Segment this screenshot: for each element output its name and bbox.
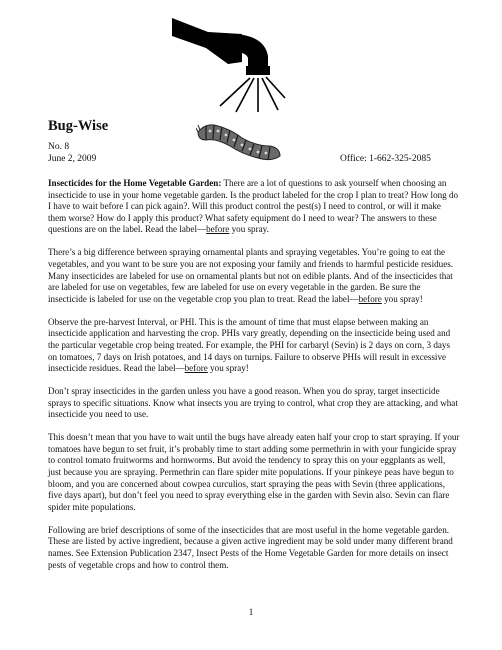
article-body bbox=[48, 178, 460, 583]
paragraph-text-end: you spray. bbox=[229, 224, 269, 235]
newsletter-title: Bug-Wise bbox=[48, 118, 109, 134]
emphasis-before: before bbox=[206, 224, 230, 235]
paragraph-text-end: you spray! bbox=[381, 293, 423, 304]
paragraph-text: There are a lot of questions to ask yourself when choosing an insecticide to use in your home vegetable garden. Is the product labeled for the crop I plan to treat? How long do I have to wait before I can pick again?. Will this product control the pest(s) I need to control, or will it make them worse? How do I apply this product? What safety equipment do I need to wear? The answers to these questions are on the label. Read the label— bbox=[48, 178, 459, 235]
paragraph-text-end: you spray! bbox=[207, 363, 249, 374]
paragraph-text: Observe the pre-harvest Interval, or PHI. This is the amount of time that must elapse between making an insecticide application and harvesting the crop. PHIs vary greatly, depending on the insecticide being used and the particular vegetable crop being treated. For example, the PHI for carbaryl (Sevin) is 2 days on corn, 3 days on tomatoes, 7 days on Irish potatoes, and 14 days on turnips. Failure to observe PHIs will result in excessive insecticide residues. Read the label— bbox=[48, 316, 451, 374]
paragraph-descriptions: Following are brief descriptions of some of the insecticides that are most useful in the home vegetable garden. These are listed by active ingredient, because a given active ingredient may be sold under many different brand names. See Extension Publication 2347, Insect Pests of the Home Vegetable Garden for more details on insect pests of vegetable crops and how to control them. bbox=[48, 524, 453, 570]
paragraph-ornamentals bbox=[48, 247, 460, 305]
paragraph-targeting: Don’t spray insecticides in the garden unless you have a good reason. When you do spray, target insecticide sprays to specific situations. Know what insects you are trying to control, what crop they are attacking, and what insecticide you need to use. bbox=[48, 386, 458, 420]
paragraph-phi bbox=[48, 317, 460, 375]
issue-info bbox=[48, 142, 96, 165]
caterpillar-icon bbox=[196, 118, 282, 164]
office-phone: Office: 1-662-325-2085 bbox=[340, 153, 431, 164]
paragraph-timing: This doesn’t mean that you have to wait until the bugs have already eaten half your crop to start spraying. If your tomatoes have begun to set fruit, it’s probably time to start adding some permethrin in with your fungicide spray to control tomato fruitworms and hornworms. But avoid the tendency to spray this on your eggplants as well, just because you are spraying. Permethrin can flare spider mite populations. If your pinkeye peas have begun to bloom, and you are concerned about cowpea curculios, start spraying the peas with Sevin (three applications, five days apart), but don’t feel you need to spray everything else in the garden with Sevin also. Sevin can flare spider mite populations. bbox=[48, 432, 460, 512]
section-heading: Insecticides for the Home Vegetable Garden: bbox=[48, 178, 222, 188]
spray-nozzle-icon bbox=[168, 12, 286, 114]
page-number: 1 bbox=[248, 608, 254, 618]
emphasis-before: before bbox=[358, 293, 382, 304]
issue-date: June 2, 2009 bbox=[48, 153, 97, 164]
emphasis-before: before bbox=[184, 363, 208, 374]
paragraph-text: There’s a big difference between spraying ornamental plants and spraying vegetables. You’re going to eat the vegetables, and you want to be sure you are not exposing your family and friends to harmful pesticide residues. Many insecticides are labeled for use on ornamental plants but not on edible plants. And of the insecticides that are labeled for use on vegetables, few are labeled for use on every vegetable in the garden. Be sure the insecticide is labeled for use on the vegetable crop you plan to treat. Read the label— bbox=[48, 247, 454, 304]
issue-number: No. 8 bbox=[48, 142, 70, 152]
paragraph-intro bbox=[48, 178, 460, 236]
